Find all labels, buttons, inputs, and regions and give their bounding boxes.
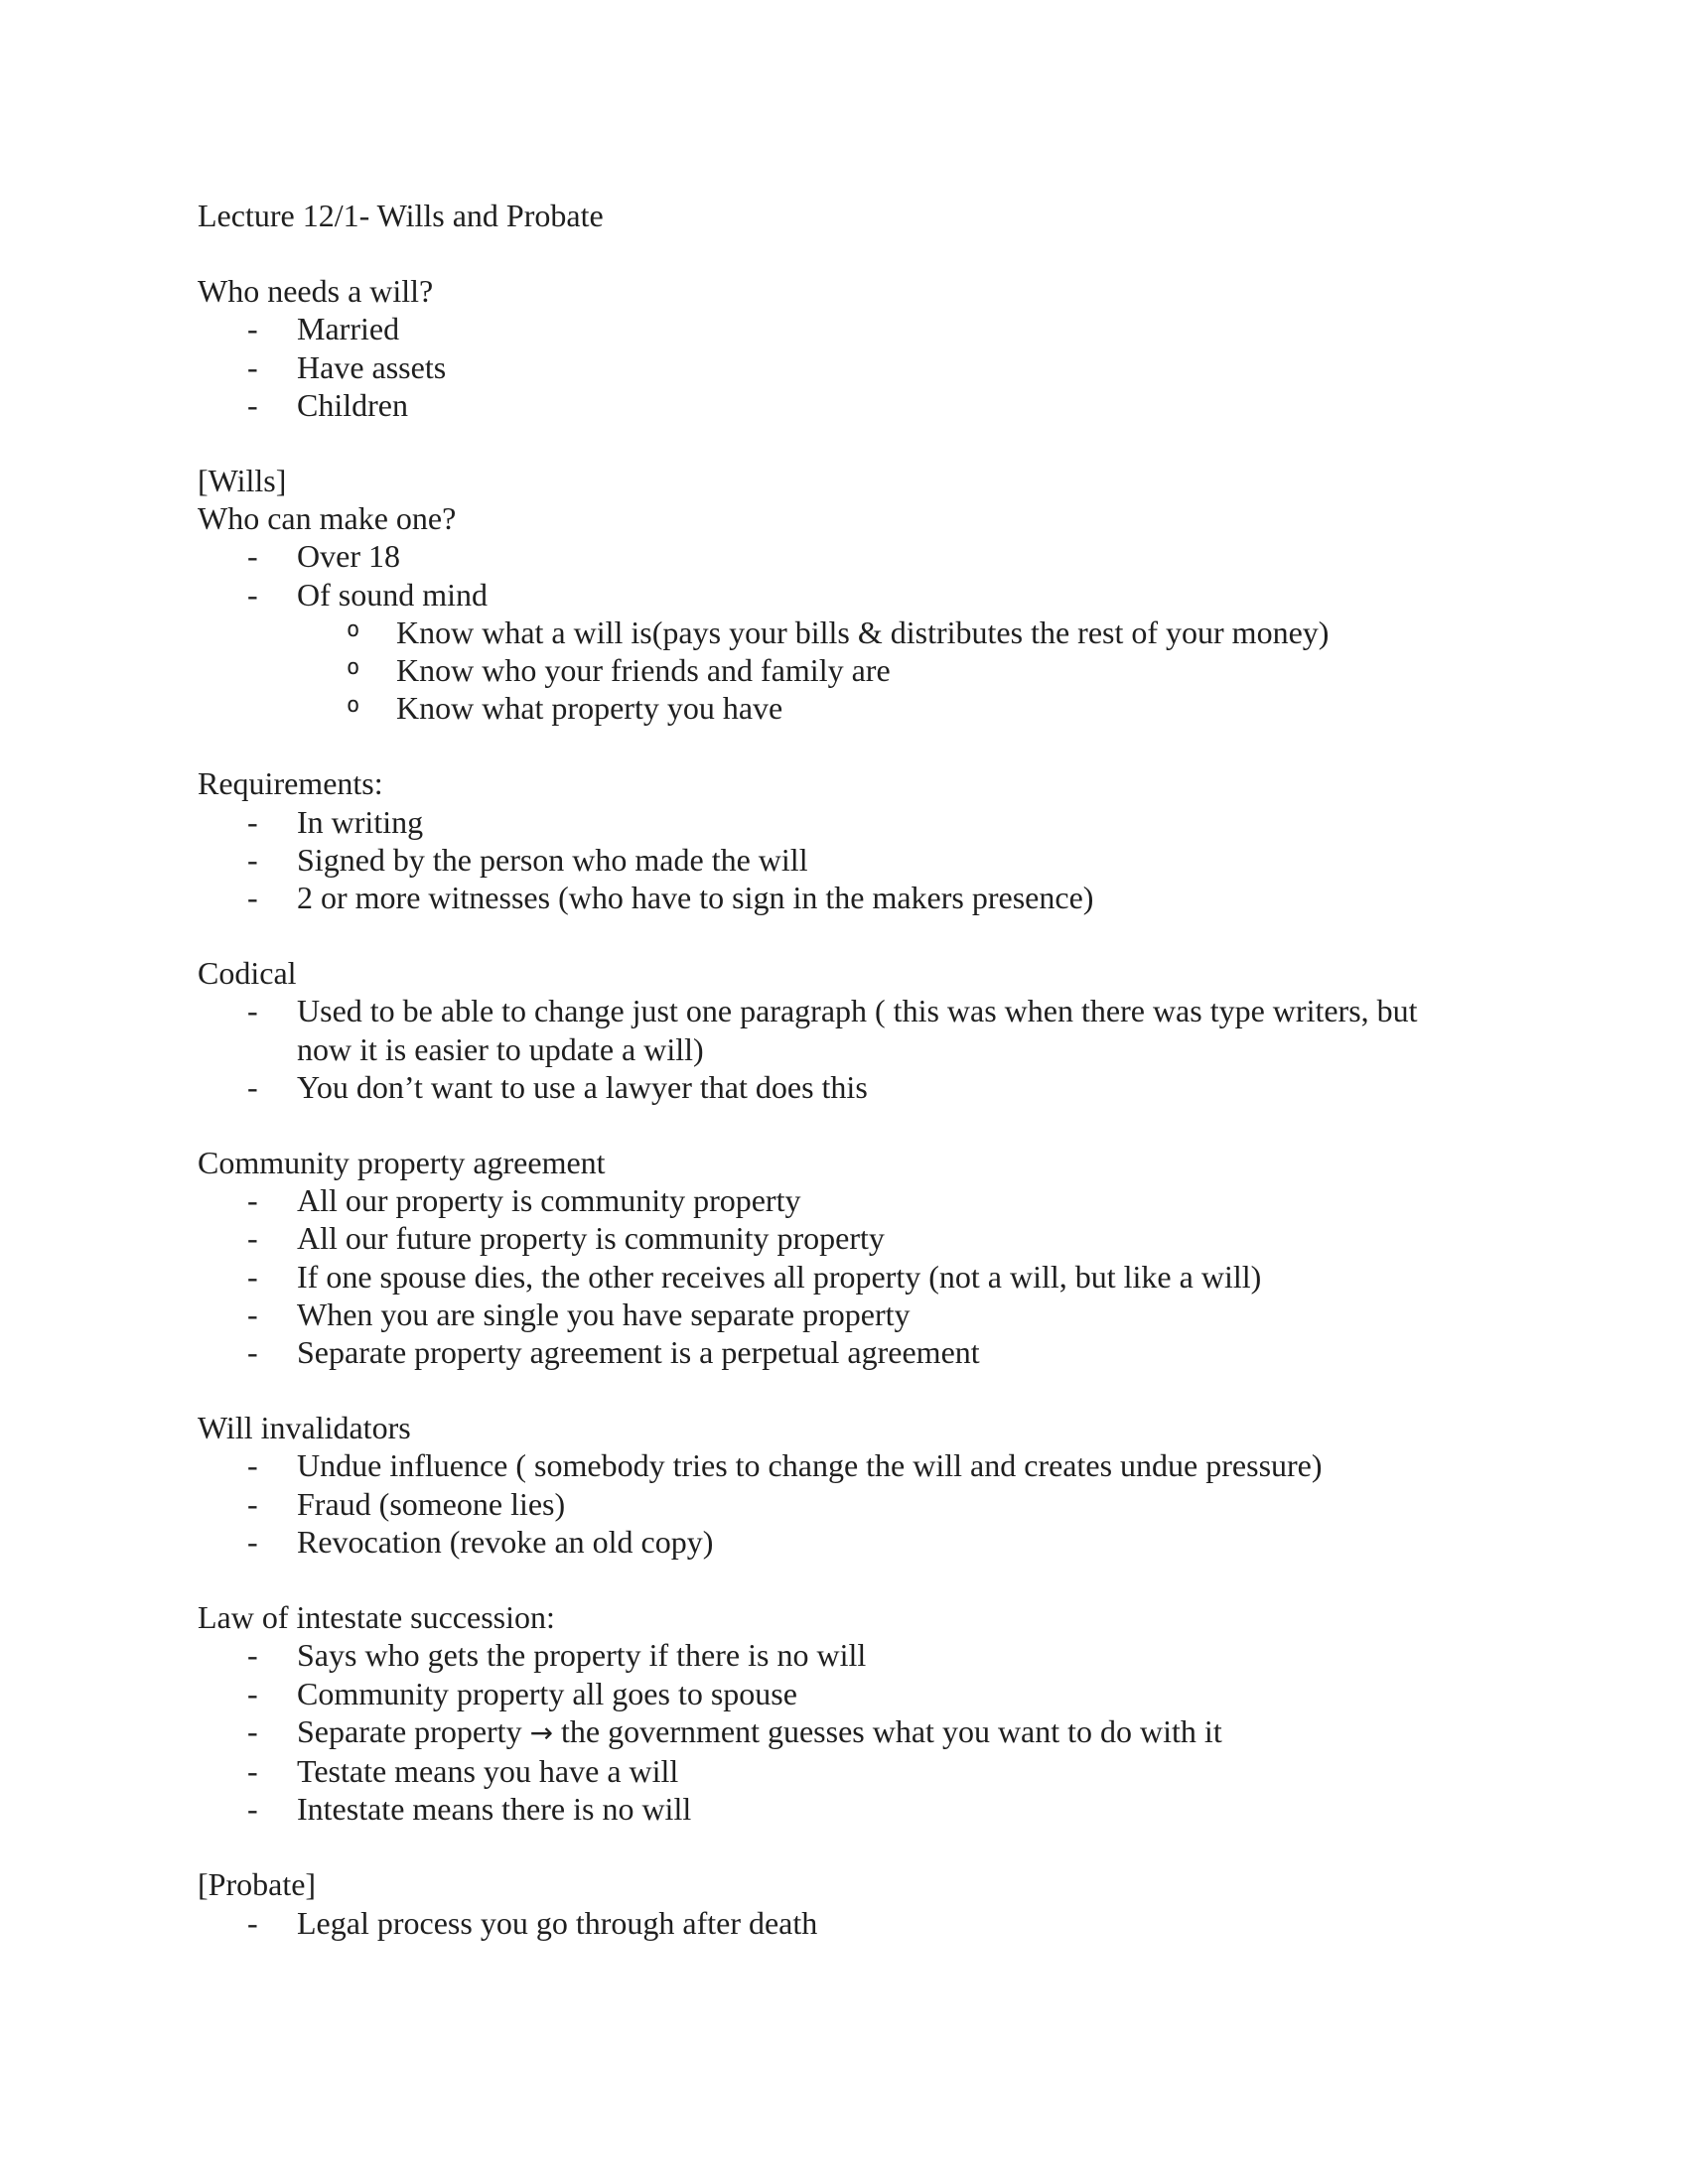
list-item-text: Of sound mind — [297, 576, 488, 613]
sub-list-item: o Know what a will is(pays your bills & distributes the rest of your money) — [198, 614, 1488, 651]
section-community-property — [198, 1144, 1488, 1371]
list-item — [198, 1712, 1488, 1752]
bullet-list — [198, 310, 1488, 424]
section-tag: [Probate] — [198, 1866, 317, 1903]
list-item: - Married — [198, 310, 1488, 347]
section-heading: Community property agreement — [198, 1145, 606, 1181]
section-wills — [198, 462, 1488, 727]
list-item: - If one spouse dies, the other receives all property (not a will, but like a will) — [198, 1258, 1488, 1296]
list-item: - All our future property is community property — [198, 1219, 1488, 1257]
section-who-needs-a-will — [198, 272, 1488, 424]
list-item: - Revocation (revoke an old copy) — [198, 1523, 1488, 1561]
section-heading: Law of intestate succession: — [198, 1599, 555, 1636]
list-item: - When you are single you have separate property — [198, 1296, 1488, 1333]
sub-list-item: o Know what property you have — [198, 689, 1488, 727]
list-item: - Fraud (someone lies) — [198, 1485, 1488, 1523]
list-item: - Says who gets the property if there is no will — [198, 1636, 1488, 1674]
sub-bullet-list — [297, 614, 1488, 728]
section-intestate-succession — [198, 1598, 1488, 1828]
bullet-list — [198, 1636, 1488, 1828]
bullet-list — [198, 803, 1488, 917]
list-item: - Undue influence ( somebody tries to change the will and creates undue pressure) — [198, 1446, 1488, 1484]
list-item: - Signed by the person who made the will — [198, 841, 1488, 879]
sub-list-item: o Know who your friends and family are — [198, 651, 1488, 689]
section-codical — [198, 954, 1488, 1106]
list-item: - You don’t want to use a lawyer that does this — [198, 1068, 1488, 1106]
list-item: - Legal process you go through after death — [198, 1904, 1488, 1942]
list-item: - Have assets — [198, 348, 1488, 386]
section-heading: Codical — [198, 955, 297, 992]
bullet-list — [198, 1181, 1488, 1371]
bullet-list — [198, 537, 1488, 727]
list-item: - Testate means you have a will — [198, 1752, 1488, 1790]
section-heading: Who needs a will? — [198, 273, 434, 310]
arrow-right-icon: → — [529, 1715, 554, 1749]
bullet-list — [198, 992, 1488, 1106]
list-item: - Community property all goes to spouse — [198, 1675, 1488, 1712]
bullet-list — [198, 1446, 1488, 1561]
list-item: - Over 18 — [198, 537, 1488, 575]
section-heading: Will invalidators — [198, 1410, 411, 1446]
page-title: Lecture 12/1- Wills and Probate — [198, 198, 604, 233]
list-item: - Separate property agreement is a perpetual agreement — [198, 1333, 1488, 1371]
section-heading: Requirements: — [198, 765, 383, 802]
section-requirements — [198, 764, 1488, 916]
list-item: - 2 or more witnesses (who have to sign in the makers presence) — [198, 879, 1488, 916]
list-item: - Used to be able to change just one paragraph ( this was when there was type writers, but now it is easier to update a will) — [198, 992, 1488, 1067]
document-body — [198, 197, 1488, 1979]
section-heading: Who can make one? — [198, 500, 457, 537]
list-item: - Intestate means there is no will — [198, 1790, 1488, 1828]
section-probate — [198, 1865, 1488, 1941]
section-will-invalidators — [198, 1409, 1488, 1561]
bullet-list — [198, 1904, 1488, 1942]
list-item: - In writing — [198, 803, 1488, 841]
list-item — [198, 576, 1488, 728]
list-item: - Children — [198, 386, 1488, 424]
list-item-text: the government guesses what you want to do with it — [553, 1712, 1222, 1749]
section-tag: [Wills] — [198, 463, 287, 499]
list-item: - All our property is community property — [198, 1181, 1488, 1219]
list-item-text: Separate property — [297, 1712, 530, 1749]
